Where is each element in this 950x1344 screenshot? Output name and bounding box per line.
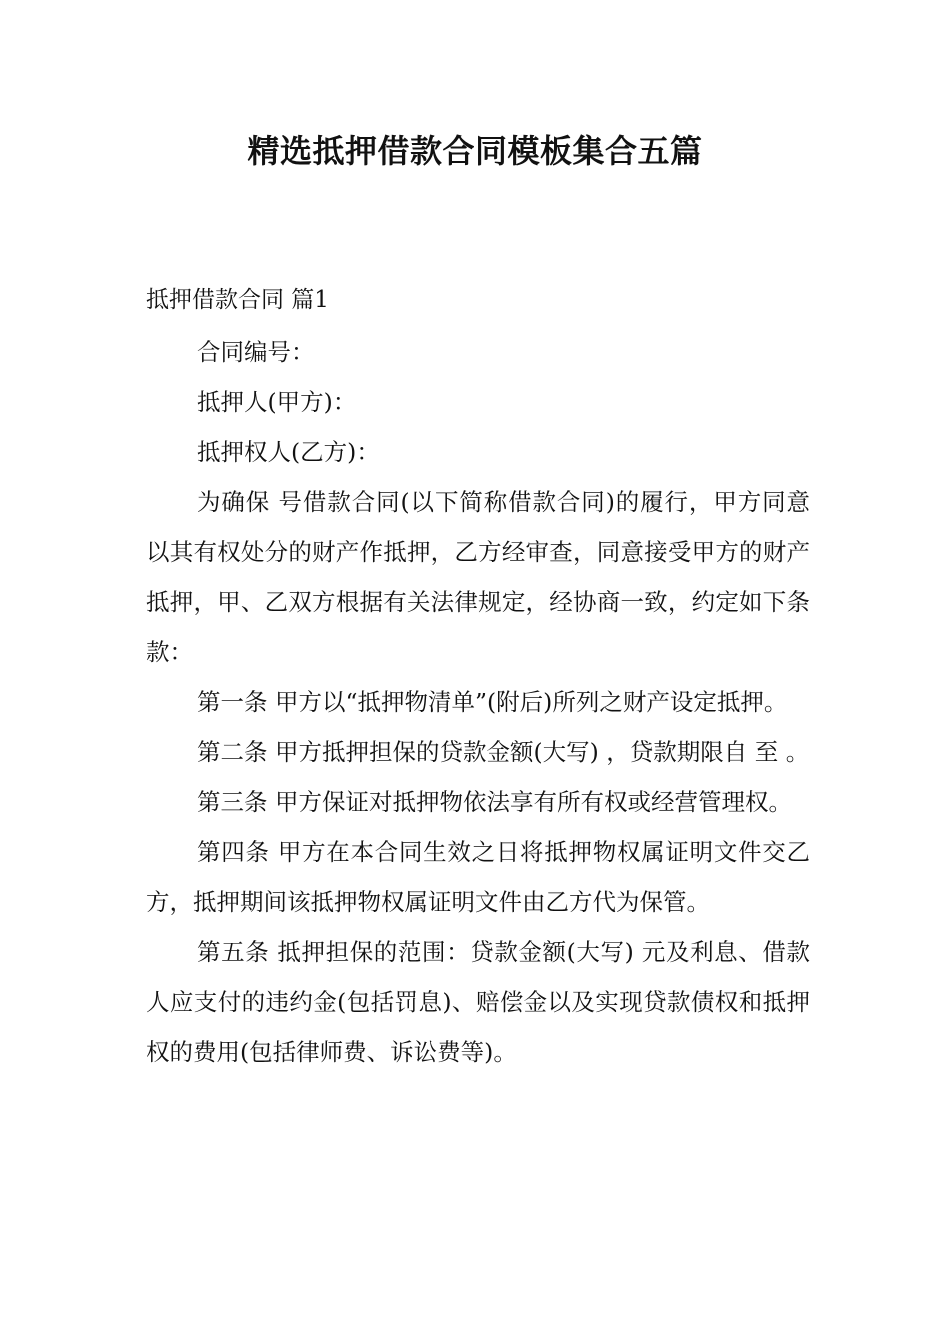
contract-body xyxy=(146,327,810,1077)
document-title: 精选抵押借款合同模板集合五篇 xyxy=(247,132,703,170)
paragraph-preamble: 为确保 号借款合同(以下简称借款合同)的履行，甲方同意以其有权处分的财产作抵押，乙方经审查，同意接受甲方的财产抵押，甲、乙双方根据有关法律规定，经协商一致，约定如下条款： xyxy=(146,488,810,666)
paragraph-article-1: 第一条 甲方以“抵押物清单”(附后)所列之财产设定抵押。 xyxy=(197,688,788,716)
paragraph-mortgagor: 抵押人(甲方)： xyxy=(197,388,357,416)
paragraph-article-5: 第五条 抵押担保的范围：贷款金额(大写) 元及利息、借款人应支付的违约金(包括罚息)、赔偿金以及实现贷款债权和抵押权的费用(包括律师费、诉讼费等)。 xyxy=(146,938,810,1066)
paragraph-article-4: 第四条 甲方在本合同生效之日将抵押物权属证明文件交乙方，抵押期间该抵押物权属证明文件由乙方代为保管。 xyxy=(146,838,810,916)
paragraph-article-3: 第三条 甲方保证对抵押物依法享有所有权或经营管理权。 xyxy=(197,788,792,816)
paragraph-mortgagee: 抵押权人(乙方)： xyxy=(197,438,380,466)
paragraph-article-2: 第二条 甲方抵押担保的贷款金额(大写) ，贷款期限自 至 。 xyxy=(197,738,810,766)
section-heading: 抵押借款合同 篇1 xyxy=(146,287,329,313)
paragraph-contract-number: 合同编号： xyxy=(197,338,315,366)
